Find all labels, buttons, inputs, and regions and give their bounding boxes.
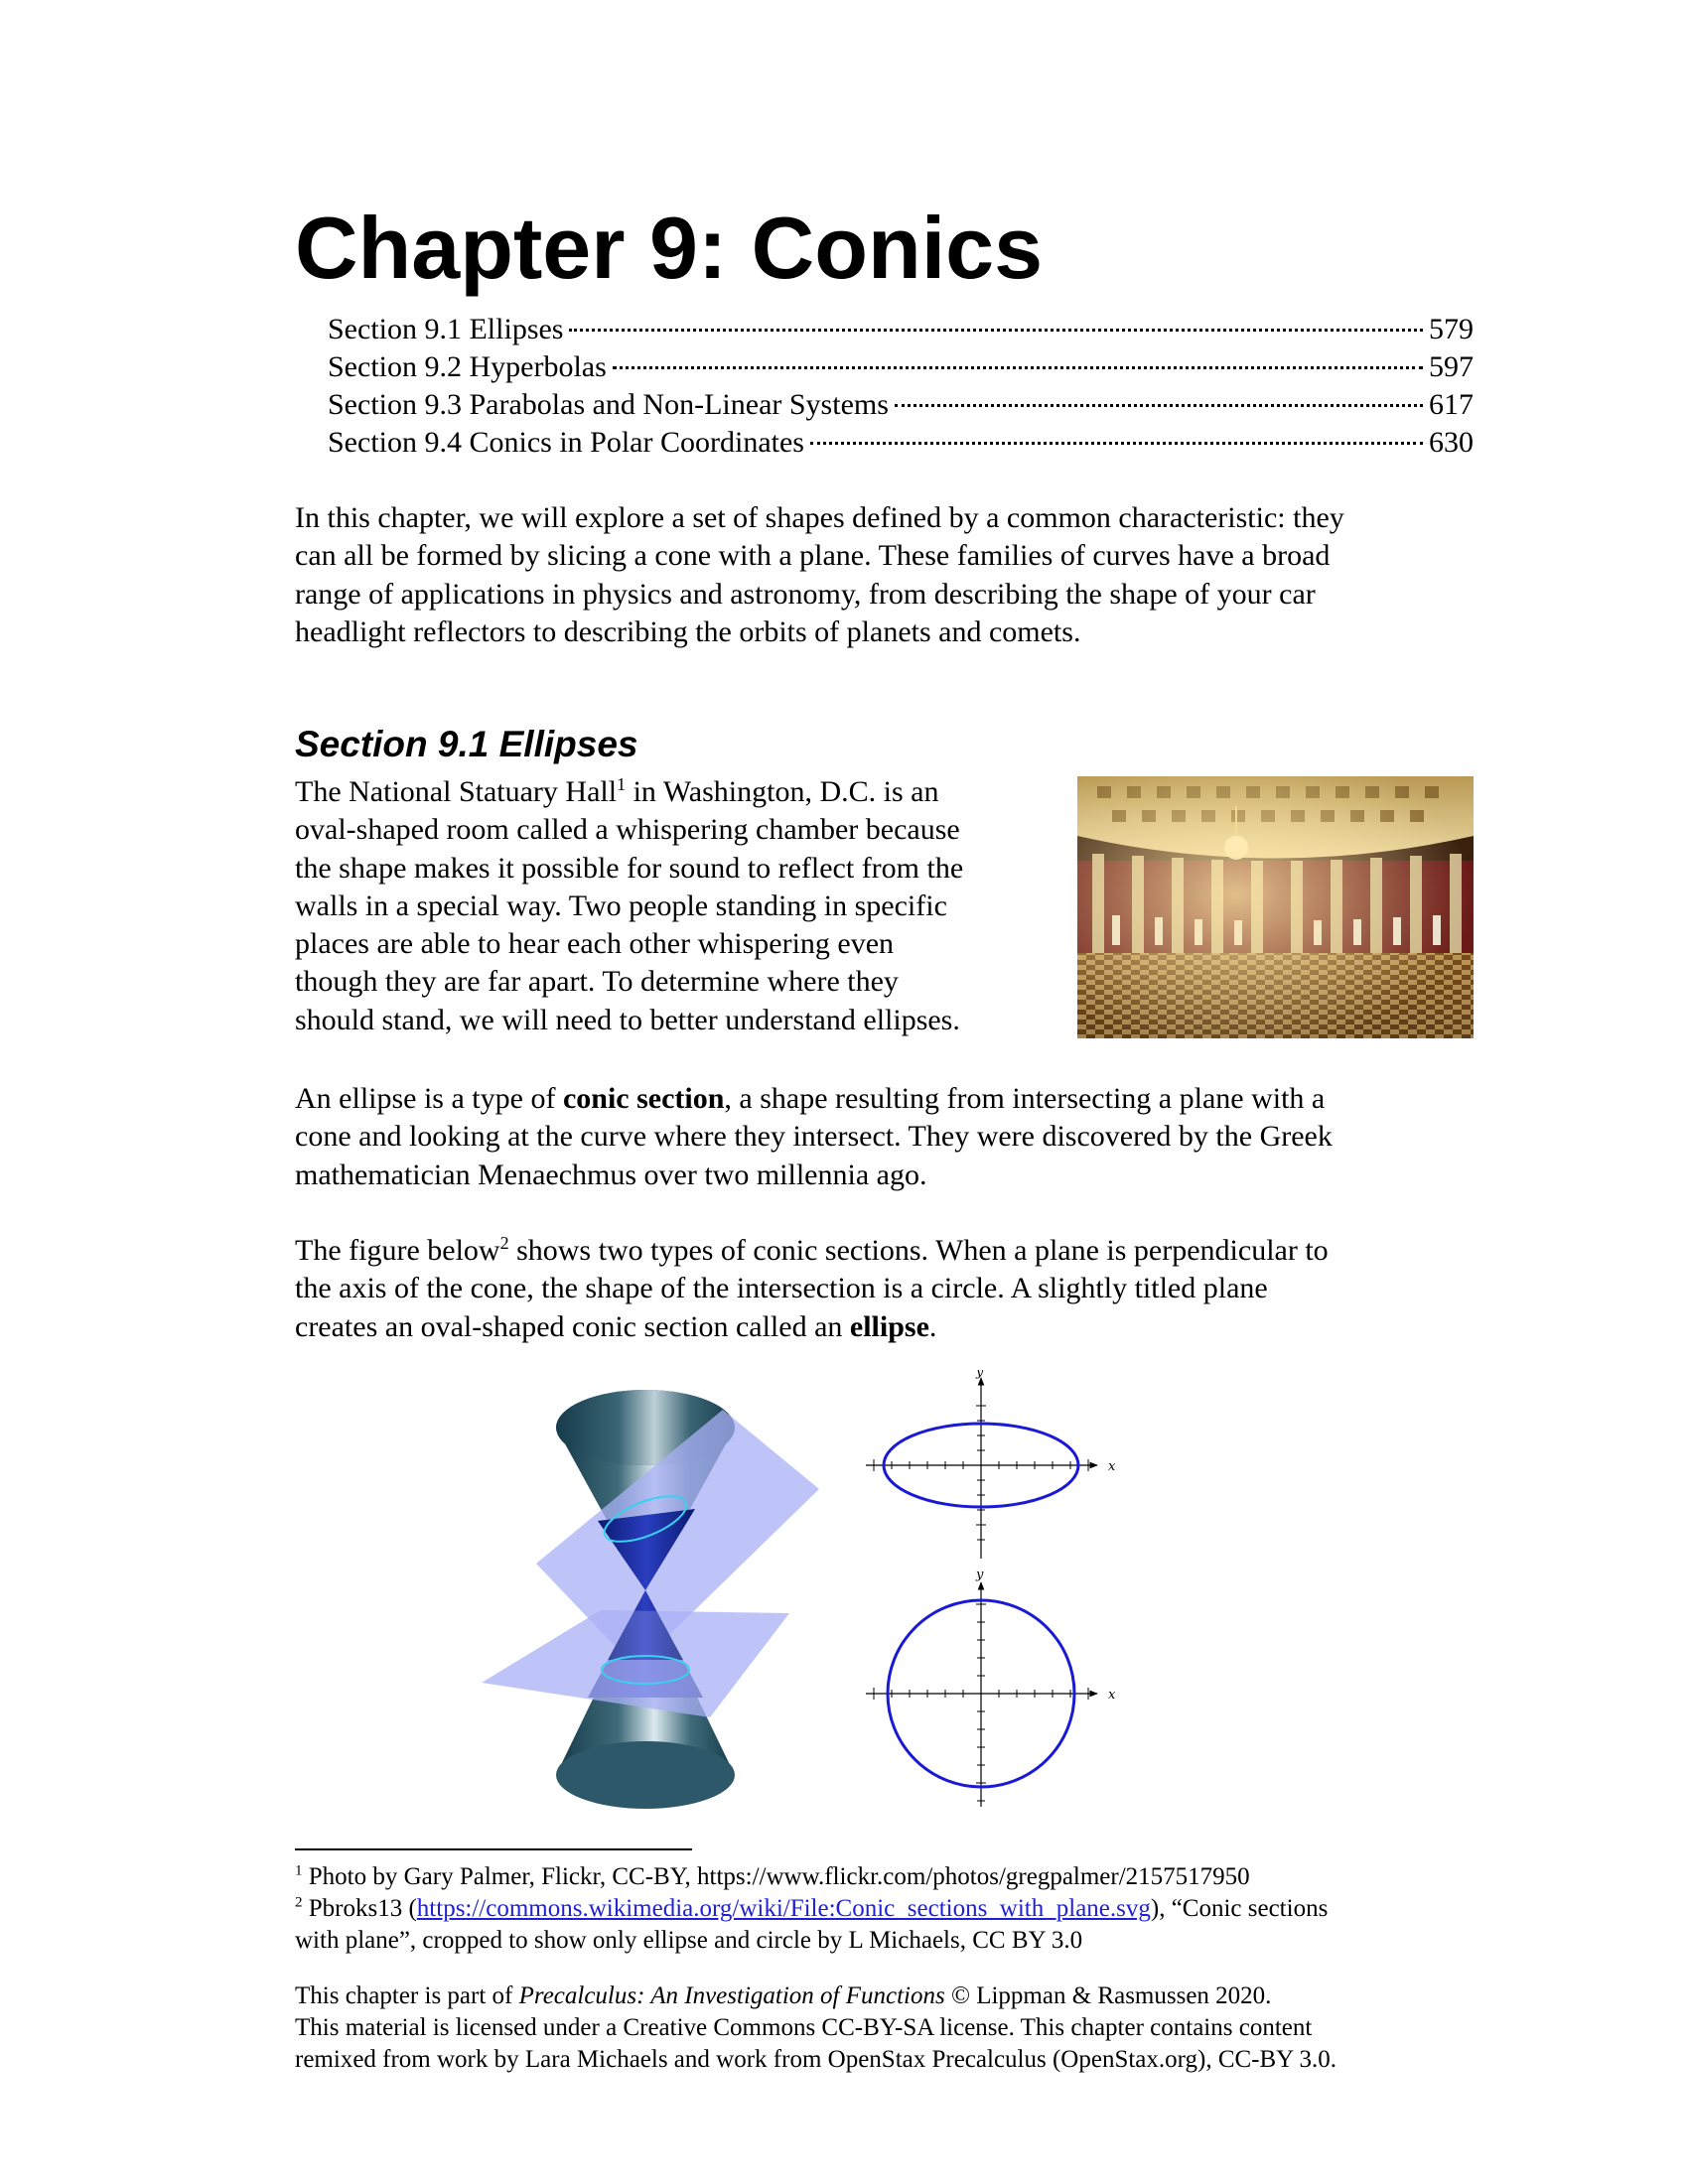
toc-entry-label: Section 9.4 Conics in Polar Coordinates bbox=[328, 426, 804, 459]
toc-entry[interactable] bbox=[328, 424, 1474, 462]
footnote-ref-2[interactable]: 2 bbox=[499, 1233, 509, 1253]
toc-entry-page: 579 bbox=[1429, 313, 1474, 345]
hall-line bbox=[295, 773, 963, 811]
footnote-ref-1[interactable]: 1 bbox=[617, 774, 627, 794]
figure-text: creates an oval-shaped conic section called an bbox=[295, 1309, 850, 1343]
ellipse-graph bbox=[866, 1370, 1116, 1559]
hall-line: walls in a special way. Two people standing in specific bbox=[295, 888, 947, 922]
footnote-text: Pbroks13 ( bbox=[302, 1895, 417, 1922]
conic-section-paragraph bbox=[295, 1080, 1333, 1194]
footnote-2-continued: with plane”, cropped to show only ellipse and circle by L Michaels, CC BY 3.0 bbox=[295, 1927, 1083, 1954]
circle-graph bbox=[866, 1568, 1116, 1807]
chapter-title: Chapter 9: Conics bbox=[295, 199, 1044, 297]
hall-line-text: The National Statuary Hall bbox=[295, 775, 618, 808]
conic-line: cone and looking at the curve where they intersect. They were discovered by the Greek bbox=[295, 1120, 1333, 1154]
toc-entry-label: Section 9.3 Parabolas and Non-Linear Systems bbox=[328, 388, 889, 421]
toc-entry-page: 597 bbox=[1429, 350, 1474, 383]
y-axis-label: y bbox=[976, 1568, 984, 1582]
conic-sections-figure bbox=[477, 1370, 1172, 1837]
intro-line: In this chapter, we will explore a set of shapes defined by a common characteristic: they bbox=[295, 501, 1344, 534]
wikimedia-link[interactable]: https://commons.wikimedia.org/wiki/File:Conic_sections_with_plane.svg bbox=[416, 1895, 1151, 1922]
footnote-2 bbox=[295, 1893, 1486, 1925]
statuary-hall-illustration bbox=[1077, 776, 1474, 1038]
y-axis-label: y bbox=[976, 1370, 984, 1380]
toc-leader bbox=[895, 404, 1423, 407]
table-of-contents bbox=[328, 311, 1474, 462]
ellipse-term: ellipse bbox=[849, 1309, 929, 1343]
colophon-line bbox=[295, 1980, 1336, 2012]
toc-entry[interactable] bbox=[328, 386, 1474, 424]
toc-leader bbox=[569, 329, 1423, 332]
book-title: Precalculus: An Investigation of Functions bbox=[518, 1982, 945, 2009]
hall-line-text: in Washington, D.C. is an bbox=[626, 775, 939, 808]
footnote-1 bbox=[295, 1861, 1486, 1893]
figure-line: the axis of the cone, the shape of the intersection is a circle. A slightly titled plane bbox=[295, 1272, 1268, 1305]
hall-line: the shape makes it possible for sound to reflect from the bbox=[295, 851, 964, 885]
toc-entry[interactable] bbox=[328, 348, 1474, 386]
figure-text: The figure below bbox=[295, 1234, 500, 1267]
conic-section-term: conic section bbox=[562, 1082, 725, 1115]
x-axis-label: x bbox=[1108, 1459, 1116, 1474]
toc-leader bbox=[810, 442, 1423, 445]
figure-description-paragraph bbox=[295, 1232, 1329, 1346]
x-axis-label: x bbox=[1108, 1688, 1116, 1703]
toc-leader bbox=[613, 366, 1423, 369]
figure-text: shows two types of conic sections. When a plane is perpendicular to bbox=[508, 1234, 1329, 1267]
conic-text: An ellipse is a type of bbox=[295, 1082, 563, 1115]
conic-sections-diagram bbox=[477, 1370, 1172, 1837]
figure-line bbox=[295, 1308, 1329, 1346]
statuary-hall-photo bbox=[1077, 776, 1474, 1038]
toc-entry-label: Section 9.1 Ellipses bbox=[328, 313, 564, 345]
statuary-hall-paragraph bbox=[295, 773, 963, 1039]
colophon-line: This material is licensed under a Creative Commons CC-BY-SA license. This chapter contains content bbox=[295, 2014, 1313, 2041]
toc-entry-label: Section 9.2 Hyperbolas bbox=[328, 350, 607, 383]
colophon-line: remixed from work by Lara Michaels and work from OpenStax Precalculus (OpenStax.org), CC-BY 3.0. bbox=[295, 2046, 1337, 2073]
colophon-text: This chapter is part of bbox=[295, 1982, 519, 2009]
footnote-mark: 2 bbox=[295, 1894, 303, 1911]
hall-line: places are able to hear each other whispering even bbox=[295, 927, 895, 961]
footnote-divider bbox=[295, 1848, 692, 1850]
conic-text: , a shape resulting from intersecting a plane with a bbox=[724, 1082, 1326, 1115]
intro-line: can all be formed by slicing a cone with a plane. These families of curves have a broad bbox=[295, 539, 1331, 573]
footnotes bbox=[295, 1861, 1486, 1957]
toc-entry-page: 617 bbox=[1429, 388, 1474, 421]
conic-line: mathematician Menaechmus over two millennia ago. bbox=[295, 1158, 927, 1191]
footnote-text: Photo by Gary Palmer, Flickr, CC-BY, https://www.flickr.com/photos/gregpalmer/2157517950 bbox=[302, 1863, 1250, 1890]
hall-line: should stand, we will need to better understand ellipses. bbox=[295, 1003, 960, 1036]
license-colophon bbox=[295, 1980, 1336, 2076]
hall-line: though they are far apart. To determine where they bbox=[295, 965, 899, 999]
intro-paragraph bbox=[295, 499, 1344, 651]
footnote-text: ), “Conic sections bbox=[1150, 1895, 1329, 1922]
section-heading: Section 9.1 Ellipses bbox=[295, 724, 638, 764]
figure-text: . bbox=[928, 1309, 937, 1343]
conic-line bbox=[295, 1080, 1333, 1118]
hall-line: oval-shaped room called a whispering chamber because bbox=[295, 813, 960, 847]
toc-entry-page: 630 bbox=[1429, 426, 1474, 459]
intro-line: range of applications in physics and astronomy, from describing the shape of your car bbox=[295, 577, 1316, 611]
footnote-mark: 1 bbox=[295, 1862, 303, 1879]
colophon-text: © Lippman & Rasmussen 2020. bbox=[944, 1982, 1272, 2009]
toc-entry[interactable] bbox=[328, 311, 1474, 348]
figure-line bbox=[295, 1232, 1329, 1270]
intro-line: headlight reflectors to describing the orbits of planets and comets. bbox=[295, 614, 1081, 648]
